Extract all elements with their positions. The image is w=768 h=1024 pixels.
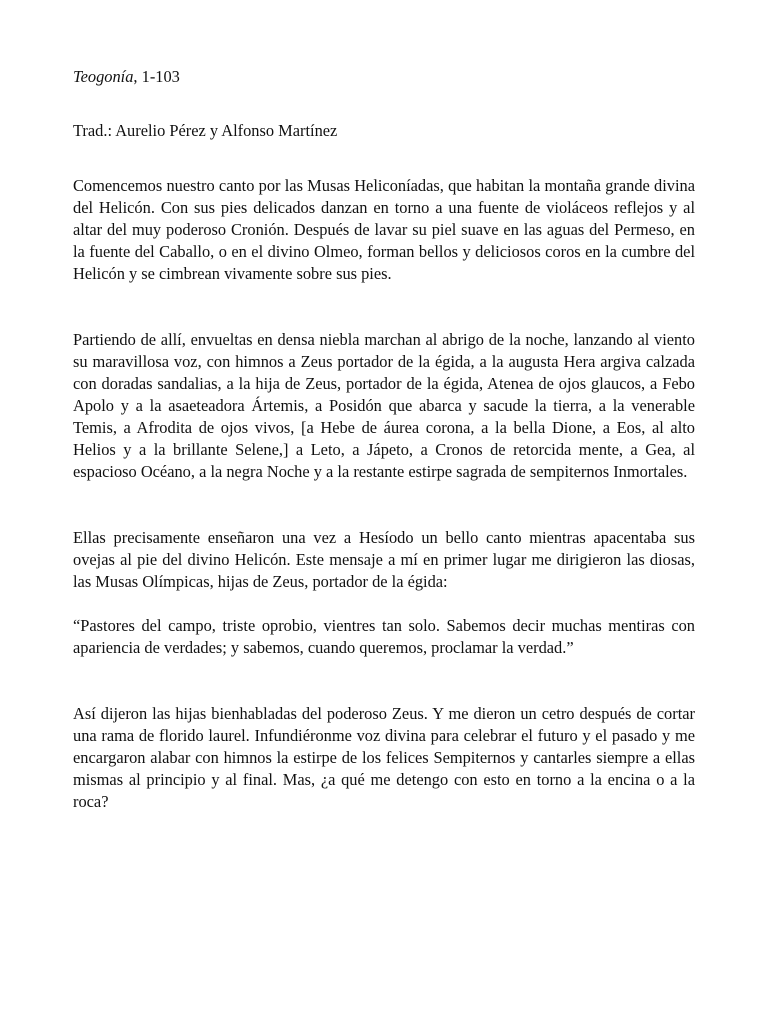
work-title: Teogonía xyxy=(73,67,134,86)
verse-range: , 1-103 xyxy=(133,67,180,86)
paragraph: Ellas precisamente enseñaron una vez a Hesíodo un bello canto mientras apacentaba sus ovejas al pie del divino Helicón. Este mensaje a mí en primer lugar me dirigieron las diosas, las Musas Olímpicas, hijas de Zeus, portador de la égida: xyxy=(73,528,695,591)
paragraph: Partiendo de allí, envueltas en densa niebla marchan al abrigo de la noche, lanzando al viento su maravillosa voz, con himnos a Zeus portador de la égida, a la augusta Hera argiva calzada con doradas sandalias, a la hija de Zeus, portador de la égida, Atenea de ojos glaucos, a Febo Apolo y a la asaeteadora Ártemis, a Posidón que abarca y sacude la tierra, a la venerable Temis, a Afrodita de ojos vivos, [a Hebe de áurea corona, a la bella Dione, a Eos, al alto Helios y a la brillante Selene,] a Leto, a Jápeto, a Cronos de retorcida mente, a Gea, al espacioso Océano, a la negra Noche y a la restante estirpe sagrada de sempiternos Inmortales. xyxy=(73,330,695,481)
paragraph: Así dijeron las hijas bienhabladas del poderoso Zeus. Y me dieron un cetro después de cortar una rama de florido laurel. Infundiéronme voz divina para celebrar el futuro y el pasado y me encargaron alabar con himnos la estirpe de los felices Sempiternos y cantarles siempre a ellas mismas al principio y al final. Mas, ¿a qué me detengo con esto en torno a la encina o a la roca? xyxy=(73,704,695,811)
paragraph: Comencemos nuestro canto por las Musas Heliconíadas, que habitan la montaña grande divina del Helicón. Con sus pies delicados danzan en torno a una fuente de violáceos reflejos y al altar del muy poderoso Cronión. Después de lavar su piel suave en las aguas del Permeso, en la fuente del Caballo, o en el divino Olmeo, forman bellos y deliciosos coros en la cumbre del Helicón y se cimbrean vivamente sobre sus pies. xyxy=(73,176,695,283)
document-title xyxy=(73,66,695,88)
translators-line: Trad.: Aurelio Pérez y Alfonso Martínez xyxy=(73,121,338,140)
document-page xyxy=(73,66,695,813)
muses-quote: “Pastores del campo, triste oprobio, vientres tan solo. Sabemos decir muchas mentiras con apariencia de verdades; y sabemos, cuando queremos, proclamar la verdad.” xyxy=(73,616,695,657)
